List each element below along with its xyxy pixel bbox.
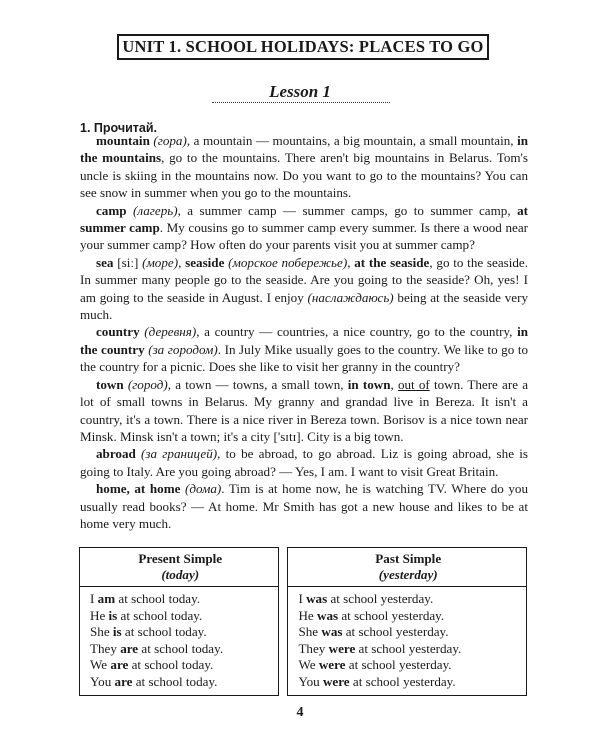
text: , a mountain — mountains, a big mountain, a small mountain, bbox=[186, 133, 518, 148]
example-line: I was at school yesterday. bbox=[298, 591, 434, 606]
paragraph-country bbox=[80, 323, 528, 375]
gloss: (за городом) bbox=[148, 341, 218, 357]
example-line: They were at school yesterday. bbox=[298, 640, 462, 656]
example-line: He is at school today. bbox=[90, 607, 203, 623]
text: town. There are a lot of small towns in Belarus. My granny and grandad live in Bereza. It isn't a country, it's a town. There is a nice river in Bereza town. Borisov is a nice town near Minsk. Minsk isn't a town; it's a city ['sɪtɪ]. City is a big town. bbox=[80, 376, 529, 444]
term: home, at home bbox=[96, 481, 181, 497]
paragraph-home bbox=[80, 480, 528, 532]
lesson-divider bbox=[212, 102, 390, 103]
page-number: 4 bbox=[296, 705, 304, 720]
column-gap bbox=[279, 548, 288, 587]
translation-2: (морское побережье) bbox=[228, 254, 348, 270]
example-line: She was at school yesterday. bbox=[298, 624, 449, 639]
paragraph-mountain bbox=[80, 132, 528, 202]
past-simple-header bbox=[288, 548, 527, 587]
example-line: You are at school today. bbox=[90, 673, 218, 689]
grammar-table bbox=[79, 547, 527, 696]
table-header-row bbox=[80, 548, 527, 587]
transcription: [siː] bbox=[117, 254, 139, 270]
heading: Present Simple bbox=[138, 551, 223, 566]
subheading: (today) bbox=[161, 566, 200, 582]
term: town bbox=[96, 376, 124, 392]
phrase: in town bbox=[347, 376, 391, 392]
translation: (гора) bbox=[153, 133, 187, 148]
example-line: We are at school today. bbox=[90, 657, 214, 672]
example-line: You were at school yesterday. bbox=[298, 673, 456, 689]
present-simple-examples bbox=[80, 587, 279, 696]
term: country bbox=[96, 324, 140, 340]
text: , a country — countries, a nice country, go to the country, bbox=[196, 324, 518, 340]
vocabulary-text bbox=[80, 132, 528, 532]
text: , to be abroad, to go abroad. Liz is going abroad, she is going to Italy. Are you going abroad? — Yes, I am. I want to visit Great Britain. bbox=[80, 446, 528, 479]
phrase: at the seaside bbox=[354, 254, 430, 270]
term: sea bbox=[96, 254, 114, 270]
example-line: We were at school yesterday. bbox=[298, 657, 452, 672]
text: being at the seaside very much. bbox=[80, 289, 528, 323]
paragraph-camp bbox=[80, 202, 528, 254]
paragraph-sea: sea [siː] (море), seaside (морское побережье), at the seaside, go to the seaside. In summer many people go to the seaside. Are you going to the seaside? Oh, yes! I am going to the seaside in August. I enjoy (наслаждаюсь) being at the seaside very much. bbox=[80, 254, 529, 323]
translation: (лагерь) bbox=[133, 202, 178, 218]
unit-title-box bbox=[117, 34, 489, 60]
translation: (море) bbox=[142, 254, 179, 270]
underlined-phrase: out of bbox=[397, 376, 430, 392]
term: mountain bbox=[96, 133, 150, 148]
text: . Tim is at home now, he is watching TV. Where do you usually read books? — At home. Mr Smith has got a new house and likes to be at home very much. bbox=[80, 481, 529, 531]
text: . My cousins go to summer camp every summer. Is there a wood near your summer camp? How often do your parents visit you at summer camp? bbox=[80, 220, 528, 253]
example-line: She is at school today. bbox=[90, 624, 207, 639]
phrase: at summer camp bbox=[80, 202, 528, 236]
past-simple-examples bbox=[288, 587, 527, 696]
text: , a summer camp — summer camps, go to summer camp, bbox=[177, 202, 518, 218]
example-line: He was at school yesterday. bbox=[298, 607, 445, 623]
example-line: They are at school today. bbox=[90, 640, 224, 656]
paragraph-abroad bbox=[80, 445, 528, 480]
translation: (город) bbox=[127, 376, 168, 392]
term: camp bbox=[96, 202, 127, 218]
text: , go to the seaside. In summer many people go to the seaside. Are you going to the seaside? Oh, yes! I am going to the seaside in August. I enjoy bbox=[80, 254, 529, 305]
text: , bbox=[390, 376, 398, 392]
subheading: (yesterday) bbox=[378, 566, 438, 582]
term: abroad bbox=[96, 446, 136, 462]
text: , a town — towns, a small town, bbox=[167, 376, 348, 392]
unit-title: UNIT 1. SCHOOL HOLIDAYS: PLACES TO GO bbox=[122, 37, 484, 56]
translation: (за границей) bbox=[141, 446, 218, 462]
gloss: (наслаждаюсь) bbox=[307, 289, 394, 305]
heading: Past Simple bbox=[375, 551, 442, 566]
table-body-row bbox=[80, 587, 527, 696]
example-line: I am at school today. bbox=[90, 591, 201, 606]
text: , go to the mountains. There aren't big mountains in Belarus. Tom's uncle is skiing in the mountains now. Do you want to go to the mountains? You can see snow in summer when you go to the mountains. bbox=[80, 150, 529, 201]
text: . In July Mike usually goes to the country. We like to go to the country for a picnic. Does she like to visit her granny in the country? bbox=[80, 341, 529, 375]
lesson-title: Lesson 1 bbox=[269, 82, 331, 101]
present-simple-header bbox=[80, 548, 279, 587]
translation: (деревня) bbox=[144, 324, 197, 340]
term-2: seaside bbox=[185, 254, 225, 270]
paragraph-town bbox=[80, 376, 528, 446]
phrase: in the mountains bbox=[80, 133, 528, 166]
phrase: in the country bbox=[80, 324, 528, 357]
task-label: 1. Прочитай. bbox=[80, 121, 158, 135]
column-gap bbox=[279, 587, 288, 696]
translation: (дома) bbox=[185, 481, 222, 497]
